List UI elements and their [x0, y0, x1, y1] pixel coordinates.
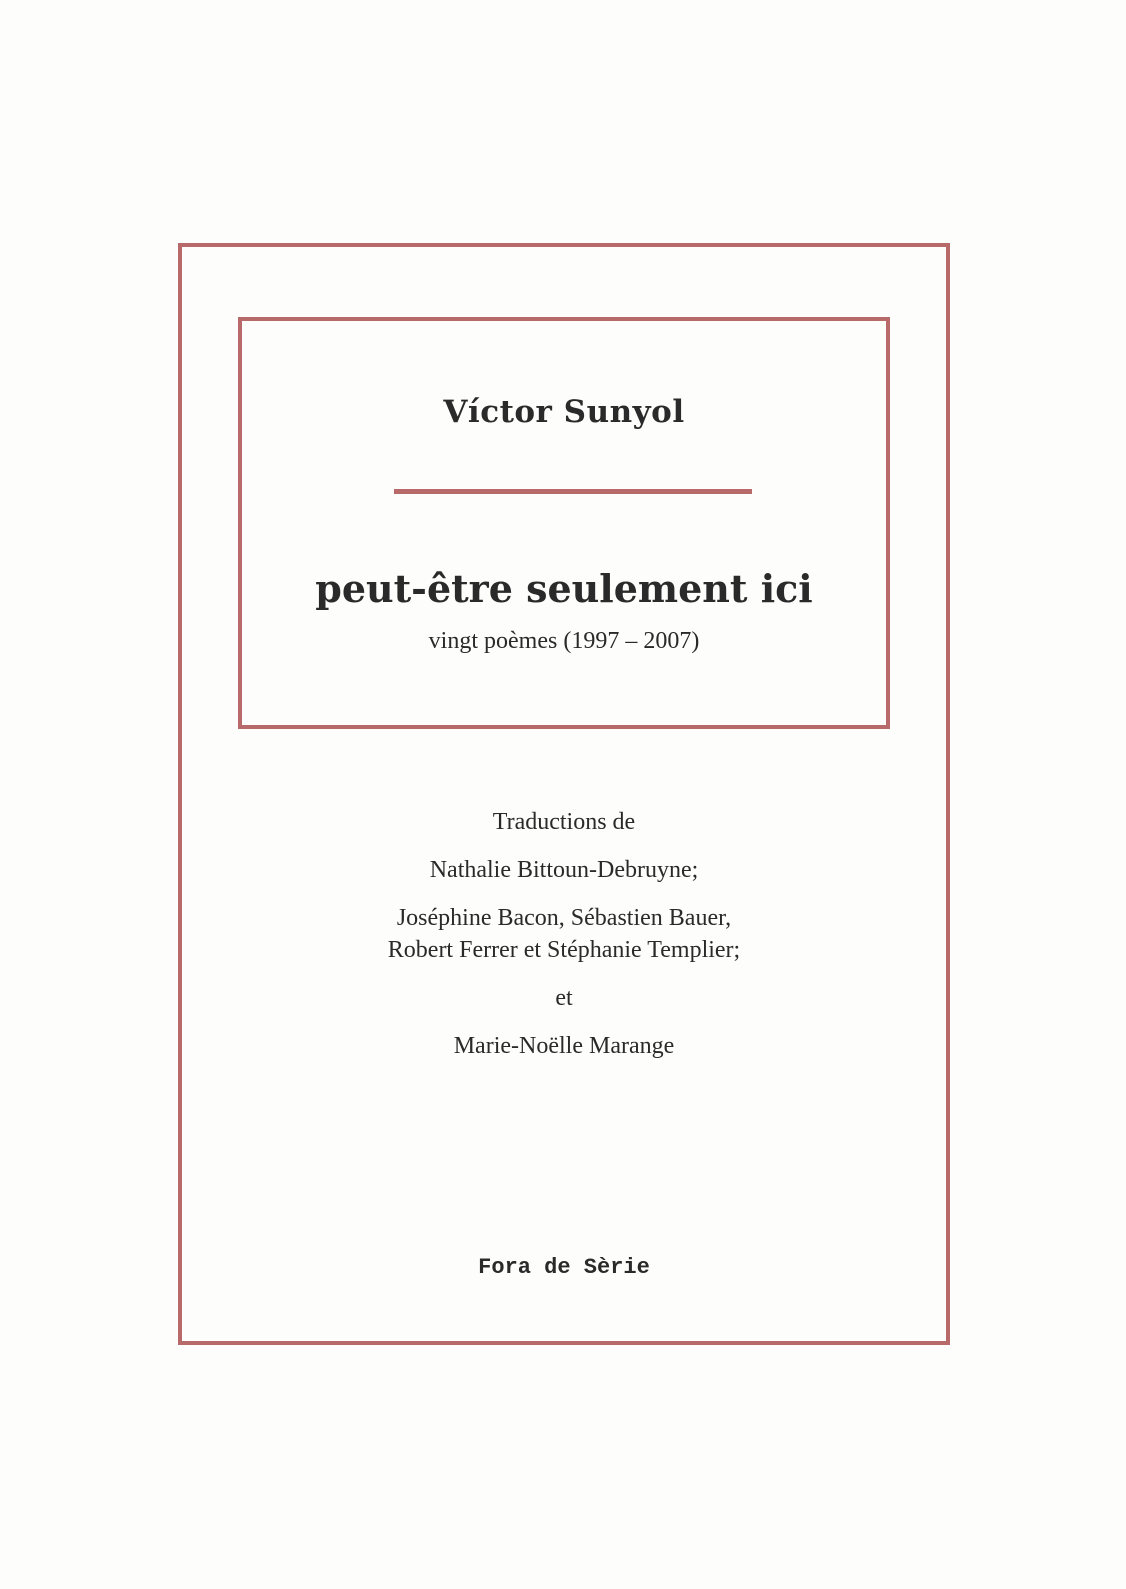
translator-line: Marie-Noëlle Marange — [453, 1033, 675, 1059]
book-subtitle: vingt poèmes (1997 – 2007) — [428, 628, 700, 654]
translator-line: Nathalie Bittoun-Debruyne; — [429, 857, 699, 883]
translator-conjunction: et — [555, 985, 573, 1011]
translations-heading: Traductions de — [492, 809, 636, 835]
translator-line: Joséphine Bacon, Sébastien Bauer, — [396, 905, 732, 931]
book-title: peut-être seulement ici — [315, 566, 813, 611]
translator-line: Robert Ferrer et Stéphanie Templier; — [387, 937, 741, 963]
inner-title-frame — [238, 317, 890, 729]
publisher-name: Fora de Sèrie — [478, 1255, 650, 1280]
title-divider — [394, 489, 752, 494]
author-name: Víctor Sunyol — [443, 394, 685, 430]
